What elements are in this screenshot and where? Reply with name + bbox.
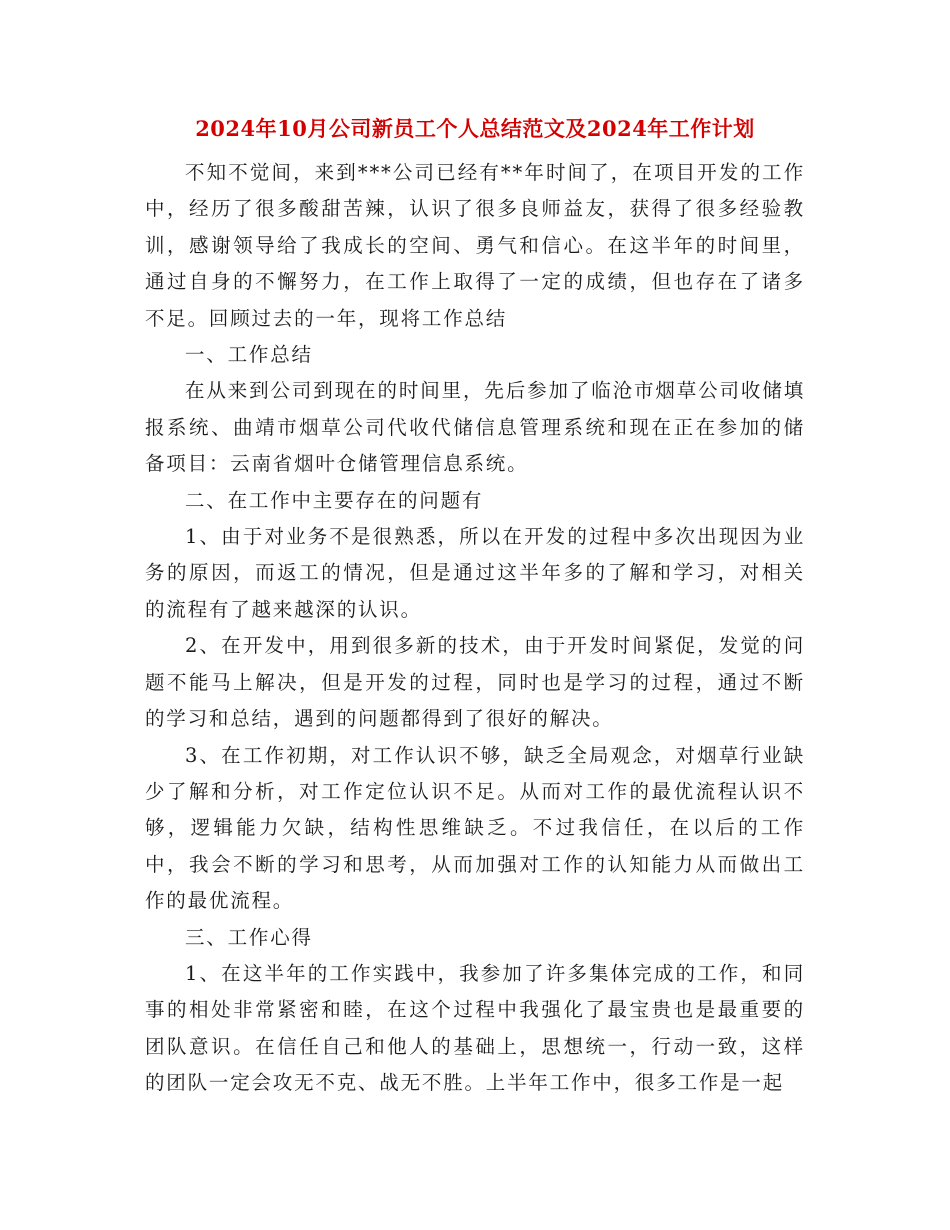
problem-item-1: 1、由于对业务不是很熟悉，所以在开发的过程中多次出现因为业务的原因，而返工的情况，但是通过这半年多的了解和学习，对相关的流程有了越来越深的认识。: [145, 525, 805, 621]
problem-item-3: 3、在工作初期，对工作认识不够，缺乏全局观念，对烟草行业缺少了解和分析，对工作定位认识不足。从而对工作的最优流程认识不够，逻辑能力欠缺，结构性思维缺乏。不过我信任，在以后的工作中，我会不断的学习和思考，从而加强对工作的认知能力从而做出工作的最优流程。: [145, 743, 805, 913]
work-summary-paragraph: 在从来到公司到现在的时间里，先后参加了临沧市烟草公司收储填报系统、曲靖市烟草公司代收代储信息管理系统和现在正在参加的储备项目：云南省烟叶仓储管理信息系统。: [145, 379, 805, 476]
document-title: 2024年10月公司新员工个人总结范文及2024年工作计划: [195, 116, 755, 141]
section-heading-problems: 二、在工作中主要存在的问题有: [185, 488, 484, 512]
intro-paragraph: 不知不觉间，来到***公司已经有**年时间了，在项目开发的工作中，经历了很多酸甜苦辣，认识了很多良师益友，获得了很多经验教训，感谢领导给了我成长的空间、勇气和信心。在这半年的时间里，通过自身的不懈努力，在工作上取得了一定的成绩，但也存在了诸多不足。回顾过去的一年，现将工作总结: [145, 161, 805, 330]
document-body: [145, 155, 805, 1102]
section-heading-work-summary: 一、工作总结: [185, 343, 313, 367]
problem-item-2: 2、在开发中，用到很多新的技术，由于开发时间紧促，发觉的问题不能马上解决，但是开发的过程，同时也是学习的过程，通过不断的学习和总结，遇到的问题都得到了很好的解决。: [145, 634, 805, 731]
section-heading-insights: 三、工作心得: [185, 925, 313, 949]
insight-item-1: 1、在这半年的工作实践中，我参加了许多集体完成的工作，和同事的相处非常紧密和睦，在这个过程中我强化了最宝贵也是最重要的团队意识。在信任自己和他人的基础上，思想统一，行动一致，这样的团队一定会攻无不克、战无不胜。上半年工作中，很多工作是一起: [145, 961, 805, 1095]
